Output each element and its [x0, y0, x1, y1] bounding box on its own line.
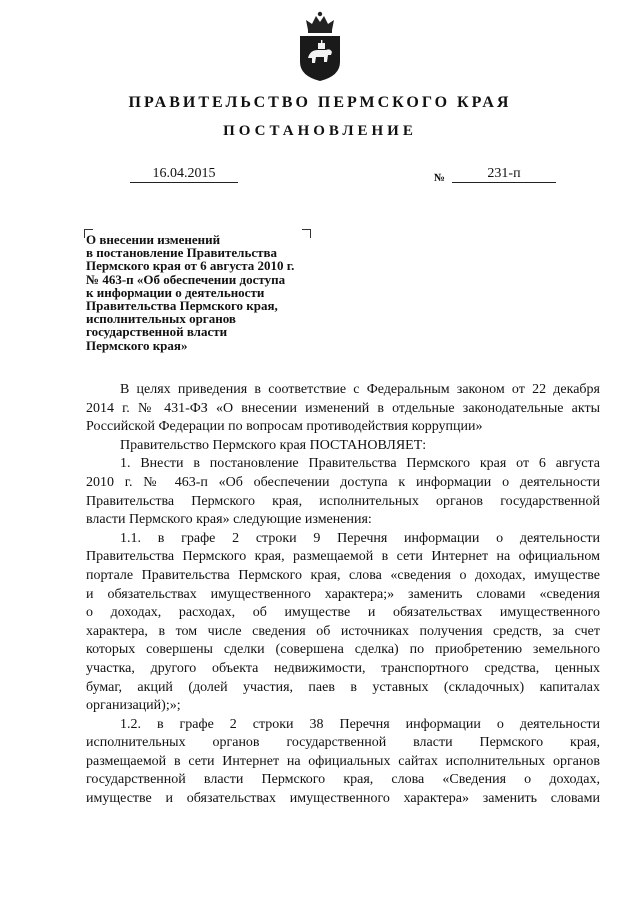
subject-line: к информации о деятельности: [86, 284, 265, 300]
body-line: которых совершены сделки (совершена сделка) по приобретению земельного: [86, 642, 600, 658]
body-line: размещаемой в сети Интернет на официальных сайтах исполнительных органов: [86, 753, 600, 769]
perm-krai-coat-of-arms-icon: [296, 10, 344, 82]
body-line: организаций);»;: [86, 698, 181, 714]
subject-line: № 463-п «Об обеспечении доступа: [86, 271, 286, 287]
document-body: [86, 381, 600, 809]
body-line: участка, другого объекта недвижимости, транспортного средства, ценных: [86, 660, 600, 676]
body-line: имуществе и обязательствах имущественного характера» заменить словами: [86, 791, 600, 807]
body-line: о доходах, расходах, об имуществе и обязательствах имущественного: [86, 605, 600, 621]
body-line: Правительство Пермского края ПОСТАНОВЛЯЕТ:: [120, 437, 427, 453]
document-number: 231-п: [452, 166, 556, 183]
subject-line: в постановление Правительства: [86, 245, 278, 261]
subject-line: государственной власти: [86, 324, 228, 340]
body-line: Правительства Пермского края, исполнительных органов государственной: [86, 493, 600, 509]
organization-title: ПРАВИТЕЛЬСТВО ПЕРМСКОГО КРАЯ: [128, 94, 512, 111]
document-type: ПОСТАНОВЛЕНИЕ: [223, 123, 417, 139]
body-line: власти Пермского края» следующие изменения:: [86, 512, 372, 528]
subject-line: О внесении изменений: [86, 232, 221, 247]
number-sign: №: [434, 172, 446, 184]
subject-line: Пермского края»: [86, 337, 188, 353]
body-line: 2014 г. № 431-ФЗ «О внесении изменений в отдельные законодательные акты: [86, 400, 600, 416]
subject-line: исполнительных органов: [86, 311, 236, 327]
body-line: исполнительных органов государственной власти Пермского края,: [86, 735, 600, 751]
body-line: 1.2. в графе 2 строки 38 Перечня информации о деятельности: [120, 716, 600, 732]
body-line: государственной власти Пермского края, слова «Сведения о доходах,: [86, 772, 600, 788]
body-line: и обязательствах имущественного характера;» заменить словами «сведения: [86, 586, 600, 602]
body-line: портале Правительства Пермского края, слова «сведения о доходах, имуществе: [86, 567, 600, 583]
body-line: 1.1. в графе 2 строки 9 Перечня информации о деятельности: [120, 530, 600, 546]
body-line: В целях приведения в соответствие с Федеральным законом от 22 декабря: [120, 382, 600, 397]
subject-line: Правительства Пермского края,: [86, 298, 278, 314]
body-line: 2010 г. № 463-п «Об обеспечении доступа к информации о деятельности: [86, 474, 600, 490]
body-line: бумаг, акций (долей участия, паев в уставных (складочных) капиталах: [86, 679, 600, 695]
document-date: 16.04.2015: [130, 166, 238, 183]
body-line: характера, в том числе сведения об источниках получения средств, за счет: [86, 623, 600, 639]
document-subject: [86, 233, 346, 352]
body-line: Российской Федерации по вопросам противодействия коррупции»: [86, 419, 483, 435]
body-line: 1. Внести в постановление Правительства Пермского края от 6 августа: [120, 456, 600, 472]
body-line: Правительства Пермского края, размещаемой в сети Интернет на официальном: [86, 549, 600, 565]
subject-line: Пермского края от 6 августа 2010 г.: [86, 258, 295, 274]
